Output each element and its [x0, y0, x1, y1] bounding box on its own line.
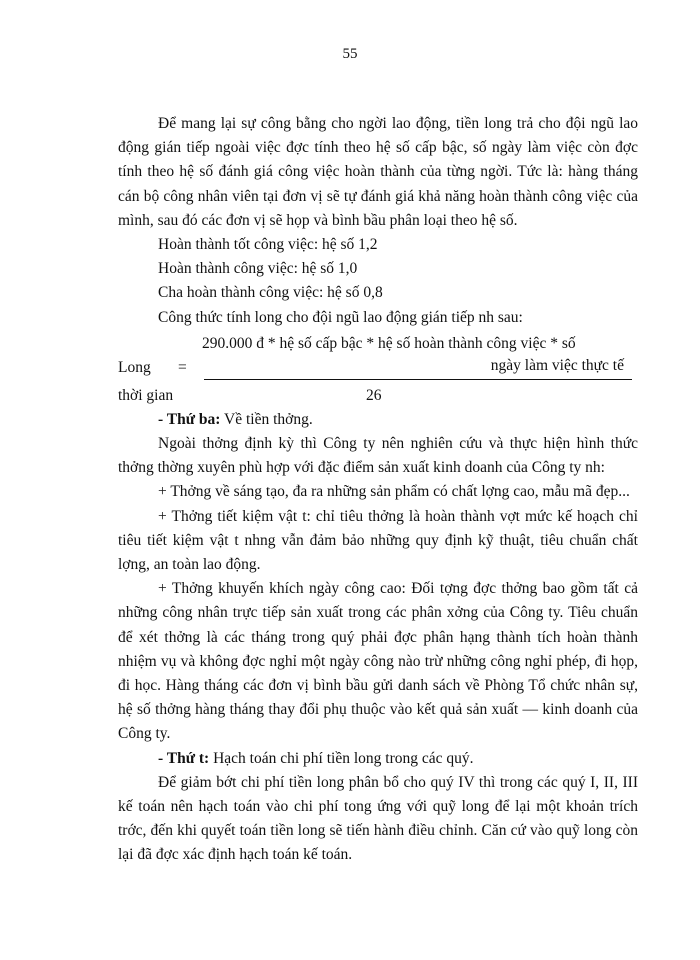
formula-lhs-tail: thời gian	[118, 386, 174, 404]
paragraph-bonus: Ngoài thởng định kỳ thì Công ty nên nghiên cứu và thực hiện hình thức thởng thờng xuyên phù hợp với đặc điểm sản xuất kinh doanh của Công ty nh:	[118, 435, 638, 477]
formula-lhs: Long	[118, 358, 151, 376]
paragraph-accounting: Để giảm bớt chi phí tiền long phân bổ cho quý IV thì trong các quý I, II, III kế toán nên hạch toán vào chi phí tong ứng với quỹ long để lại một khoản trích trớc, đến khi quyết toán tiền long sẽ tiến hành điều chỉnh. Căn cứ vào quỹ long còn lại đã đợc xác định hạch toán kế toán.	[118, 773, 638, 864]
document-body	[118, 112, 638, 868]
section-four-heading	[118, 747, 638, 771]
formula-numerator-tail: ngày làm việc thực tế	[490, 356, 624, 374]
section-three-label: - Thứ ba:	[158, 410, 221, 428]
section-three-title: Về tiền thởng.	[220, 410, 313, 428]
level-incomplete: Cha hoàn thành công việc: hệ số 0,8	[158, 284, 383, 302]
formula-denominator: 26	[366, 386, 382, 404]
level-excellent: Hoàn thành tốt công việc: hệ số 1,2	[158, 236, 378, 254]
formula-intro: Công thức tính long cho đội ngũ lao động gián tiếp nh sau:	[158, 308, 523, 326]
paragraph-intro: Để mang lại sự công bằng cho ngời lao động, tiền long trả cho đội ngũ lao động gián tiếp ngoài việc đợc tính theo hệ số cấp bậc, số ngày làm việc còn đợc tính theo hệ số đánh giá công việc hoàn thành của từng ngời. Tức là: hàng tháng cán bộ công nhân viên tại đơn vị sẽ tự đánh giá khả năng hoàn thành công việc của mình, sau đó các đơn vị sẽ họp và bình bầu phân loại theo hệ số.	[118, 115, 638, 229]
formula-equals: =	[178, 358, 187, 376]
fraction-bar	[204, 379, 632, 380]
bonus-creativity: + Thởng về sáng tạo, đa ra những sản phẩm có chất lợng cao, mẫu mã đẹp...	[158, 483, 630, 501]
bonus-material-saving: + Thởng tiết kiệm vật t: chỉ tiêu thởng là hoàn thành vợt mức kế hoạch chỉ tiêu tiết kiệm vật t nhng vẫn đảm bảo những quy định kỹ thuật, tiêu chuẩn chất lợng, an toàn lao động.	[118, 507, 638, 574]
level-complete: Hoàn thành công việc: hệ số 1,0	[158, 260, 358, 278]
section-four-title: Hạch toán chi phí tiền long trong các quý.	[209, 749, 474, 767]
bonus-attendance: + Thởng khuyến khích ngày công cao: Đối tợng đợc thởng bao gồm tất cả những công nhân trực tiếp sản xuất trong các phân xởng của Công ty. Tiêu chuẩn để xét thởng là các tháng trong quý phải đợc phân hạng thành tích hoàn thành nhiệm vụ và không đợc nghỉ một ngày công nào trừ những công nghỉ phép, đi họp, đi học. Hàng tháng các đơn vị bình bầu gửi danh sách về Phòng Tổ chức nhân sự, hệ số thởng hàng tháng thay đổi phụ thuộc vào kết quả sản xuất — kinh doanh của Công ty.	[118, 580, 638, 743]
salary-formula	[118, 332, 638, 384]
formula-numerator: 290.000 đ * hệ số cấp bậc * hệ số hoàn thành công việc * số	[202, 334, 576, 352]
formula-bottom-row	[118, 384, 638, 408]
section-three-heading	[118, 408, 638, 432]
page-number: 55	[342, 46, 358, 62]
section-four-label: - Thứ t:	[158, 749, 210, 767]
